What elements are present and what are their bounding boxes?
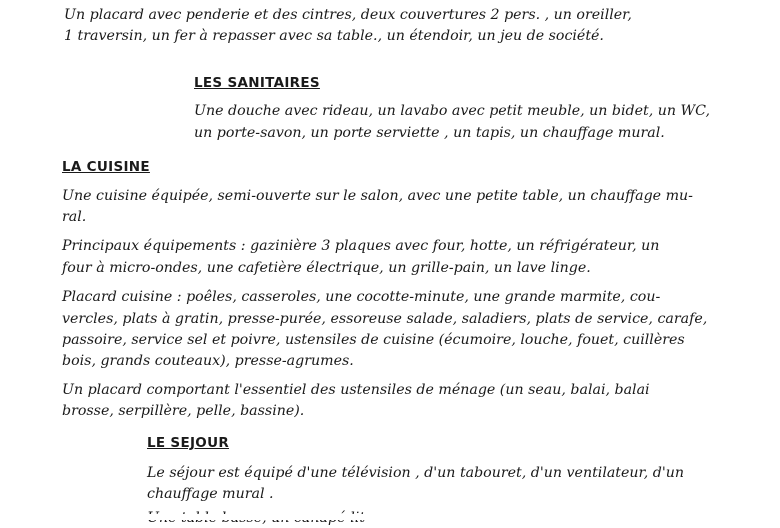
sejour-line-1: Le séjour est équipé d'une télévision , d'un tabouret, d'un ventilateur, d'un xyxy=(147,465,685,481)
page-bottom-crop xyxy=(0,514,780,520)
cuisine-p3-line-4: bois, grands couteaux), presse-agrumes. xyxy=(62,353,354,369)
cuisine-p1-line-2: ral. xyxy=(62,209,87,225)
top-line-2: 1 traversin, un fer à repasser avec sa table., un étendoir, un jeu de société. xyxy=(64,28,604,44)
cuisine-p2-line-1: Principaux équipements : gazinière 3 plaques avec four, hotte, un réfrigérateur, un xyxy=(62,238,660,254)
cuisine-p4-line-1: Un placard comportant l'essentiel des ustensiles de ménage (un seau, balai, balai xyxy=(62,382,650,398)
top-line-1: Un placard avec penderie et des cintres, deux couvertures 2 pers. , un oreiller, xyxy=(64,7,632,23)
cuisine-p4-line-2: brosse, serpillère, pelle, bassine). xyxy=(62,403,305,419)
sanitaires-line-2: un porte-savon, un porte serviette , un tapis, un chauffage mural. xyxy=(194,125,665,141)
sanitaires-heading: LES SANITAIRES xyxy=(194,75,320,91)
cuisine-p3-line-2: vercles, plats à gratin, presse-purée, essoreuse salade, saladiers, plats de service, carafe, xyxy=(62,311,708,327)
cuisine-p3-line-1: Placard cuisine : poêles, casseroles, une cocotte-minute, une grande marmite, cou- xyxy=(62,289,661,305)
cuisine-p2-line-2: four à micro-ondes, une cafetière électrique, un grille-pain, un lave linge. xyxy=(62,260,591,276)
sejour-line-2: chauffage mural . xyxy=(147,486,274,502)
cuisine-p3-line-3: passoire, service sel et poivre, ustensiles de cuisine (écumoire, louche, fouet, cuillères xyxy=(62,332,685,348)
cuisine-heading: LA CUISINE xyxy=(62,159,150,175)
cuisine-p1-line-1: Une cuisine équipée, semi-ouverte sur le salon, avec une petite table, un chauffage mu- xyxy=(62,188,693,204)
sanitaires-line-1: Une douche avec rideau, un lavabo avec petit meuble, un bidet, un WC, xyxy=(194,103,710,119)
sejour-heading: LE SEJOUR xyxy=(147,435,230,451)
